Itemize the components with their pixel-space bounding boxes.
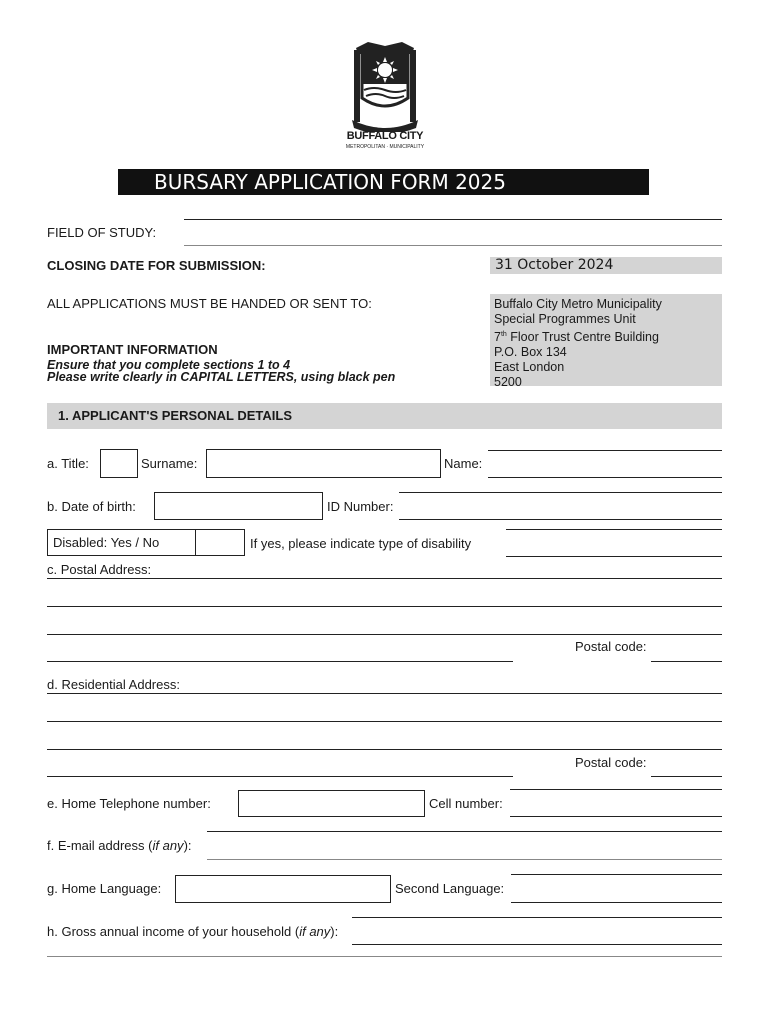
residential-address-line-2[interactable] (47, 721, 722, 722)
residential-address-line-4[interactable] (47, 776, 513, 777)
surname-input[interactable] (206, 449, 441, 478)
address-line-6: 5200 (494, 375, 522, 390)
address-line-1: Buffalo City Metro Municipality (494, 297, 662, 311)
residential-address-line-3[interactable] (47, 749, 722, 750)
address-line-3: 7th Floor Trust Centre Building (494, 330, 659, 345)
disability-type-input-line[interactable] (506, 556, 722, 557)
coat-of-arms-icon (344, 40, 426, 132)
address-line-2: Special Programmes Unit (494, 312, 636, 326)
cell-input-top-line (510, 789, 722, 790)
closing-date-label: CLOSING DATE FOR SUBMISSION: (47, 258, 266, 273)
address-line-4: P.O. Box 134 (494, 345, 567, 360)
income-input-top-line (352, 917, 722, 918)
closing-date-box (490, 257, 722, 274)
field-of-study-input-line[interactable] (184, 245, 722, 246)
postal-address-line-2[interactable] (47, 606, 722, 607)
name-input-top-line (488, 450, 722, 451)
email-input-line[interactable] (207, 859, 722, 860)
municipality-logo (344, 40, 426, 152)
important-heading: IMPORTANT INFORMATION (47, 342, 218, 357)
home-telephone-input[interactable] (238, 790, 425, 817)
cell-number-input-line[interactable] (510, 816, 722, 817)
postal-address-line-3[interactable] (47, 634, 722, 635)
residential-address-line-1[interactable] (47, 693, 722, 694)
disabled-answer-input[interactable] (195, 529, 245, 556)
closing-date-value: 31 October 2024 (495, 257, 614, 273)
section-1-heading: 1. APPLICANT'S PERSONAL DETAILS (58, 408, 292, 423)
postal-address-label: c. Postal Address: (47, 562, 152, 577)
logo-tagline: METROPOLITAN · MUNICIPALITY (345, 144, 425, 150)
cell-number-label: Cell number: (429, 796, 503, 811)
logo-name: BUFFALO CITY (346, 130, 424, 142)
address-box (490, 294, 722, 390)
id-input-top-line (399, 492, 722, 493)
name-input-line[interactable] (488, 477, 722, 478)
section-1-header (47, 403, 722, 429)
dob-input[interactable] (154, 492, 323, 520)
field-of-study-label: FIELD OF STUDY: (47, 225, 157, 240)
household-income-input-line[interactable] (352, 944, 722, 945)
second-language-label: Second Language: (395, 881, 505, 896)
household-income-label: h. Gross annual income of your household (if any): (47, 924, 339, 939)
id-number-label: ID Number: (327, 499, 394, 514)
disabled-label: Disabled: Yes / No (53, 535, 160, 550)
id-number-input-line[interactable] (399, 519, 722, 520)
title-input[interactable] (100, 449, 138, 478)
disabled-box (47, 529, 196, 556)
important-line-2: Please write clearly in CAPITAL LETTERS, using black pen (47, 370, 396, 384)
form-title: BURSARY APPLICATION FORM 2025 (154, 170, 506, 194)
disability-type-top-line (506, 529, 722, 530)
second-language-top-line (511, 874, 722, 875)
second-language-input-line[interactable] (511, 902, 722, 903)
postal-address-line-1[interactable] (47, 578, 722, 579)
home-language-label: g. Home Language: (47, 881, 162, 896)
form-title-banner (118, 169, 649, 195)
postal-code-input-line[interactable] (651, 661, 722, 662)
postal-address-line-4[interactable] (47, 661, 513, 662)
send-to-label: ALL APPLICATIONS MUST BE HANDED OR SENT TO: (47, 296, 372, 311)
disability-type-label: If yes, please indicate type of disability (250, 536, 472, 551)
name-label: Name: (444, 456, 483, 471)
home-telephone-label: e. Home Telephone number: (47, 796, 211, 811)
important-line-1: Ensure that you complete sections 1 to 4 (47, 358, 291, 372)
email-label: f. E-mail address (if any): (47, 838, 192, 853)
bottom-divider-line (47, 956, 722, 957)
home-language-input[interactable] (175, 875, 391, 903)
email-input-top-line (207, 831, 722, 832)
dob-label: b. Date of birth: (47, 499, 136, 514)
field-of-study-top-line (184, 219, 722, 220)
surname-label: Surname: (141, 456, 198, 471)
postal-code-label: Postal code: (575, 639, 647, 654)
residential-postal-code-input-line[interactable] (651, 776, 722, 777)
residential-postal-code-label: Postal code: (575, 755, 647, 770)
address-line-5: East London (494, 360, 565, 375)
residential-address-label: d. Residential Address: (47, 677, 180, 692)
title-label: a. Title: (47, 456, 89, 471)
